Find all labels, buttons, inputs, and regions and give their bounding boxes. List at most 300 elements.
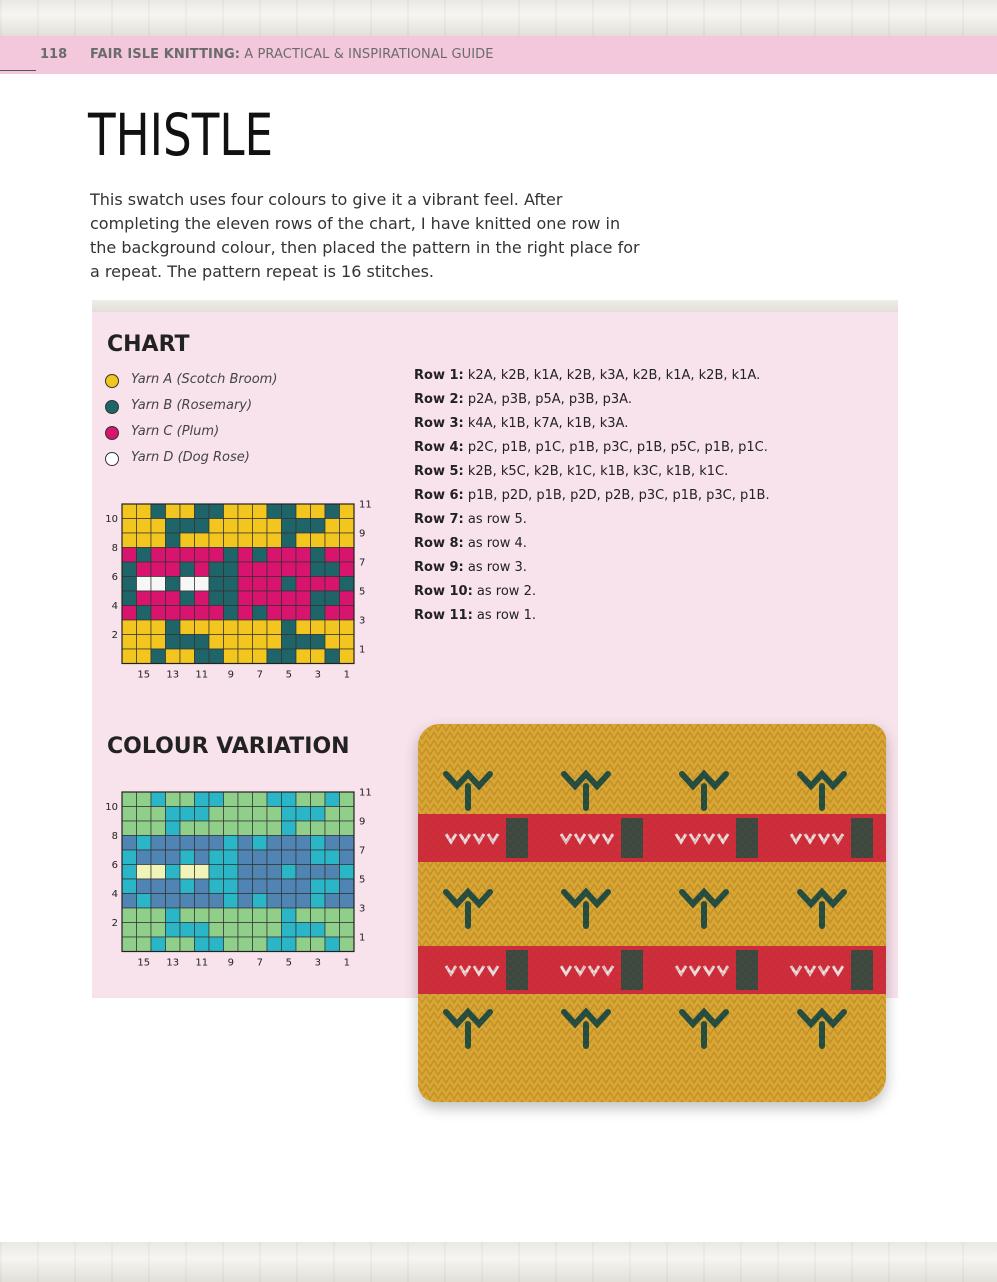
- variation-row-label-left: 6: [111, 859, 118, 871]
- chart-stitch-cell: [224, 504, 239, 519]
- chart-stitch-cell: [267, 562, 282, 577]
- variation-stitch-cell: [340, 865, 355, 880]
- chart-stitch-cell: [122, 562, 137, 577]
- chart-stitch-cell: [224, 591, 239, 606]
- variation-stitch-cell: [311, 836, 326, 851]
- chart-stitch-cell: [282, 504, 297, 519]
- chart-stitch-cell: [122, 606, 137, 621]
- variation-stitch-cell: [224, 894, 239, 909]
- chart-stitch-cell: [137, 562, 152, 577]
- row-label: Row 5:: [414, 464, 464, 479]
- swatch-yarn-b: [105, 400, 119, 414]
- chart-stitch-cell: [180, 635, 195, 650]
- variation-stitch-cell: [166, 792, 181, 807]
- chart-stitch-cell: [282, 606, 297, 621]
- chart-stitch-cell: [267, 591, 282, 606]
- swatch-knit-texture: [418, 724, 886, 1102]
- chart-stitch-cell: [340, 562, 355, 577]
- chart-stitch-cell: [151, 504, 166, 519]
- variation-stitch-cell: [311, 792, 326, 807]
- chart-stitch-cell: [224, 649, 239, 664]
- chart-stitch-cell: [325, 606, 340, 621]
- variation-stitch-cell: [151, 865, 166, 880]
- chart-stitch-cell: [325, 548, 340, 563]
- variation-stitch-cell: [180, 792, 195, 807]
- chart-stitch-cell: [340, 519, 355, 534]
- chart-stitch-cell: [122, 504, 137, 519]
- variation-stitch-cell: [180, 923, 195, 938]
- variation-stitch-cell: [253, 821, 268, 836]
- row-text: as row 4.: [463, 536, 527, 551]
- variation-stitch-cell: [238, 821, 253, 836]
- chart-stitch-cell: [253, 577, 268, 592]
- chart-stitch-cell: [180, 548, 195, 563]
- chart-stitch-cell: [340, 591, 355, 606]
- book-title-rest: A PRACTICAL & INSPIRATIONAL GUIDE: [240, 47, 494, 62]
- variation-stitch-cell: [137, 836, 152, 851]
- variation-stitch-cell: [166, 923, 181, 938]
- variation-stitch-cell: [253, 850, 268, 865]
- chart-stitch-cell: [137, 620, 152, 635]
- row-instruction: [414, 560, 834, 584]
- variation-row-label-left: 10: [105, 801, 118, 813]
- chart-stitch-cell: [296, 519, 311, 534]
- variation-stitch-cell: [340, 792, 355, 807]
- chart-stitch-cell: [340, 649, 355, 664]
- variation-stitch-cell: [325, 923, 340, 938]
- chart-stitch-cell: [137, 504, 152, 519]
- chart-stitch-cell: [253, 548, 268, 563]
- variation-stitch-cell: [122, 807, 137, 822]
- variation-stitch-cell: [238, 807, 253, 822]
- variation-stitch-cell: [340, 894, 355, 909]
- chart-stitch-cell: [296, 620, 311, 635]
- row-text: k4A, k1B, k7A, k1B, k3A.: [463, 416, 629, 431]
- chart-stitch-cell: [224, 620, 239, 635]
- intro-line: the background colour, then placed the pattern in the right place for: [90, 238, 640, 257]
- chart-row-label-right: 7: [359, 557, 366, 569]
- variation-stitch-cell: [137, 879, 152, 894]
- chart-stitch-cell: [253, 504, 268, 519]
- chart-heading: CHART: [107, 332, 190, 357]
- variation-stitch-cell: [224, 879, 239, 894]
- chart-stitch-cell: [267, 649, 282, 664]
- variation-stitch-cell: [253, 865, 268, 880]
- knitted-swatch-illustration: [418, 724, 886, 1102]
- chart-stitch-cell: [340, 577, 355, 592]
- chart-stitch-cell: [151, 591, 166, 606]
- variation-stitch-cell: [195, 807, 210, 822]
- chart-stitch-cell: [253, 635, 268, 650]
- variation-stitch-cell: [166, 865, 181, 880]
- knitting-chart-svg: [100, 500, 380, 680]
- row-instruction: [414, 368, 834, 392]
- variation-stitch-cell: [180, 894, 195, 909]
- variation-stitch-cell: [224, 850, 239, 865]
- variation-stitch-cell: [253, 894, 268, 909]
- chart-row-label-right: 5: [359, 586, 366, 598]
- variation-stitch-cell: [166, 807, 181, 822]
- chart-stitch-cell: [340, 606, 355, 621]
- page-title: THISTLE: [88, 101, 274, 169]
- chart-stitch-cell: [151, 606, 166, 621]
- chart-stitch-cell: [311, 533, 326, 548]
- chart-stitch-cell: [340, 548, 355, 563]
- book-title-bold: FAIR ISLE KNITTING:: [90, 47, 241, 62]
- variation-stitch-cell: [340, 807, 355, 822]
- variation-stitch-cell: [166, 937, 181, 952]
- variation-stitch-cell: [267, 807, 282, 822]
- chart-stitch-cell: [195, 504, 210, 519]
- variation-stitch-cell: [209, 792, 224, 807]
- book-title: [90, 47, 494, 62]
- variation-stitch-cell: [282, 879, 297, 894]
- chart-stitch-cell: [267, 635, 282, 650]
- chart-stitch-cell: [209, 620, 224, 635]
- colour-variation-chart: [100, 788, 380, 968]
- chart-stitch-cell: [311, 548, 326, 563]
- variation-stitch-cell: [122, 937, 137, 952]
- chart-stitch-cell: [195, 606, 210, 621]
- chart-stitch-cell: [209, 519, 224, 534]
- knitting-chart: [100, 500, 380, 680]
- row-instruction: [414, 392, 834, 416]
- chart-stitch-cell: [311, 562, 326, 577]
- variation-stitch-cell: [340, 821, 355, 836]
- variation-stitch-cell: [267, 792, 282, 807]
- chart-stitch-cell: [296, 504, 311, 519]
- chart-stitch-cell: [122, 635, 137, 650]
- variation-stitch-cell: [296, 821, 311, 836]
- variation-stitch-cell: [151, 937, 166, 952]
- variation-stitch-cell: [122, 821, 137, 836]
- variation-stitch-cell: [151, 923, 166, 938]
- variation-stitch-cell: [209, 865, 224, 880]
- variation-stitch-cell: [137, 923, 152, 938]
- chart-stitch-cell: [180, 649, 195, 664]
- variation-stitch-cell: [180, 836, 195, 851]
- variation-stitch-cell: [296, 807, 311, 822]
- chart-stitch-cell: [180, 533, 195, 548]
- variation-stitch-cell: [267, 923, 282, 938]
- row-instruction: [414, 416, 834, 440]
- variation-stitch-cell: [267, 821, 282, 836]
- key-label: Yarn C (Plum): [131, 424, 220, 439]
- chart-stitch-cell: [325, 504, 340, 519]
- chart-stitch-cell: [122, 591, 137, 606]
- variation-stitch-cell: [151, 821, 166, 836]
- variation-row-label-right: 1: [359, 932, 366, 944]
- variation-stitch-cell: [224, 836, 239, 851]
- chart-stitch-cell: [267, 620, 282, 635]
- variation-stitch-cell: [325, 850, 340, 865]
- chart-row-label-right: 3: [359, 615, 366, 627]
- chart-stitch-cell: [238, 635, 253, 650]
- variation-stitch-cell: [224, 923, 239, 938]
- variation-stitch-cell: [325, 908, 340, 923]
- variation-stitch-cell: [296, 879, 311, 894]
- chart-stitch-cell: [180, 504, 195, 519]
- variation-stitch-cell: [340, 908, 355, 923]
- row-label: Row 6:: [414, 488, 464, 503]
- variation-stitch-cell: [238, 923, 253, 938]
- chart-stitch-cell: [209, 635, 224, 650]
- row-label: Row 9:: [414, 560, 464, 575]
- row-instruction: [414, 464, 834, 488]
- variation-stitch-cell: [137, 850, 152, 865]
- variation-row-label-left: 2: [111, 917, 118, 929]
- variation-stitch-cell: [267, 908, 282, 923]
- key-item: [105, 396, 355, 422]
- row-instruction: [414, 536, 834, 560]
- variation-stitch-cell: [195, 865, 210, 880]
- variation-stitch-cell: [209, 908, 224, 923]
- variation-stitch-cell: [122, 908, 137, 923]
- chart-stitch-cell: [325, 562, 340, 577]
- variation-stitch-cell: [166, 836, 181, 851]
- variation-row-label-left: 8: [111, 830, 118, 842]
- variation-stitch-cell: [137, 807, 152, 822]
- variation-stitch-label: 7: [256, 957, 263, 968]
- chart-stitch-cell: [166, 562, 181, 577]
- chart-stitch-cell: [166, 548, 181, 563]
- row-text: k2B, k5C, k2B, k1C, k1B, k3C, k1B, k1C.: [463, 464, 729, 479]
- variation-stitch-cell: [296, 894, 311, 909]
- variation-stitch-cell: [151, 879, 166, 894]
- variation-stitch-cell: [238, 850, 253, 865]
- key-label: Yarn D (Dog Rose): [131, 450, 250, 465]
- variation-stitch-cell: [238, 894, 253, 909]
- header-rule: [0, 70, 36, 71]
- knitted-swatch-photo: [418, 724, 886, 1102]
- chart-stitch-cell: [238, 533, 253, 548]
- variation-stitch-cell: [282, 937, 297, 952]
- variation-stitch-cell: [267, 879, 282, 894]
- chart-stitch-label: 1: [343, 669, 350, 680]
- variation-stitch-cell: [340, 923, 355, 938]
- chart-stitch-cell: [151, 635, 166, 650]
- chart-stitch-cell: [238, 606, 253, 621]
- colour-variation-heading: COLOUR VARIATION: [107, 734, 350, 759]
- chart-row-label-left: 10: [105, 513, 118, 525]
- key-label: Yarn B (Rosemary): [131, 398, 253, 413]
- variation-stitch-cell: [325, 821, 340, 836]
- chart-stitch-cell: [282, 591, 297, 606]
- variation-stitch-cell: [253, 908, 268, 923]
- chart-stitch-cell: [311, 620, 326, 635]
- chart-stitch-cell: [296, 562, 311, 577]
- variation-stitch-cell: [311, 850, 326, 865]
- variation-stitch-cell: [195, 937, 210, 952]
- chart-stitch-cell: [253, 649, 268, 664]
- variation-stitch-cell: [195, 879, 210, 894]
- variation-stitch-cell: [151, 836, 166, 851]
- variation-stitch-cell: [282, 894, 297, 909]
- variation-stitch-cell: [195, 821, 210, 836]
- variation-stitch-cell: [224, 937, 239, 952]
- variation-stitch-label: 13: [166, 957, 180, 968]
- row-label: Row 11:: [414, 608, 473, 623]
- variation-stitch-cell: [137, 821, 152, 836]
- chart-stitch-cell: [137, 533, 152, 548]
- variation-stitch-cell: [296, 908, 311, 923]
- variation-stitch-cell: [325, 937, 340, 952]
- variation-stitch-cell: [325, 865, 340, 880]
- variation-stitch-cell: [195, 923, 210, 938]
- variation-stitch-cell: [296, 923, 311, 938]
- variation-row-label-right: 3: [359, 903, 366, 915]
- variation-stitch-cell: [238, 879, 253, 894]
- key-item: [105, 448, 355, 474]
- chart-row-label-left: 4: [111, 600, 118, 612]
- variation-stitch-label: 15: [137, 957, 151, 968]
- chart-stitch-cell: [296, 548, 311, 563]
- variation-stitch-cell: [253, 879, 268, 894]
- variation-stitch-cell: [209, 937, 224, 952]
- variation-stitch-cell: [122, 894, 137, 909]
- chart-stitch-cell: [282, 635, 297, 650]
- page-number: 118: [40, 47, 68, 62]
- chart-stitch-cell: [224, 606, 239, 621]
- row-instruction: [414, 608, 834, 632]
- chart-stitch-label: 9: [227, 669, 234, 680]
- chart-stitch-cell: [224, 519, 239, 534]
- chart-stitch-cell: [224, 533, 239, 548]
- chart-stitch-cell: [209, 649, 224, 664]
- variation-stitch-cell: [151, 792, 166, 807]
- chart-stitch-cell: [282, 649, 297, 664]
- variation-stitch-cell: [180, 908, 195, 923]
- chart-stitch-cell: [137, 548, 152, 563]
- variation-stitch-cell: [267, 865, 282, 880]
- variation-stitch-cell: [137, 937, 152, 952]
- variation-stitch-cell: [238, 937, 253, 952]
- chart-stitch-cell: [166, 591, 181, 606]
- variation-stitch-cell: [195, 908, 210, 923]
- variation-stitch-cell: [238, 908, 253, 923]
- chart-stitch-cell: [209, 533, 224, 548]
- variation-row-label-right: 9: [359, 816, 366, 828]
- variation-stitch-cell: [209, 894, 224, 909]
- chart-stitch-cell: [195, 519, 210, 534]
- chart-stitch-cell: [166, 577, 181, 592]
- chart-stitch-cell: [137, 577, 152, 592]
- chart-stitch-cell: [224, 635, 239, 650]
- key-item: [105, 422, 355, 448]
- chart-row-label-right: 1: [359, 644, 366, 656]
- variation-stitch-cell: [195, 894, 210, 909]
- chart-stitch-cell: [122, 548, 137, 563]
- chart-stitch-label: 5: [285, 669, 292, 680]
- variation-stitch-cell: [253, 923, 268, 938]
- variation-stitch-cell: [180, 879, 195, 894]
- intro-line: completing the eleven rows of the chart, I have knitted one row in: [90, 214, 621, 233]
- variation-stitch-cell: [282, 836, 297, 851]
- chart-stitch-cell: [180, 577, 195, 592]
- chart-stitch-cell: [340, 620, 355, 635]
- variation-stitch-cell: [238, 865, 253, 880]
- variation-stitch-cell: [267, 850, 282, 865]
- chart-stitch-cell: [195, 562, 210, 577]
- row-text: k2A, k2B, k1A, k2B, k3A, k2B, k1A, k2B, k1A.: [463, 368, 761, 383]
- chart-stitch-cell: [151, 649, 166, 664]
- chart-stitch-cell: [209, 577, 224, 592]
- chart-row-label-left: 8: [111, 542, 118, 554]
- variation-row-label-right: 5: [359, 874, 366, 886]
- chart-stitch-cell: [195, 649, 210, 664]
- row-label: Row 4:: [414, 440, 464, 455]
- chart-stitch-cell: [325, 591, 340, 606]
- chart-stitch-cell: [267, 606, 282, 621]
- row-label: Row 8:: [414, 536, 464, 551]
- chart-stitch-cell: [296, 606, 311, 621]
- chart-stitch-cell: [166, 649, 181, 664]
- key-item: [105, 370, 355, 396]
- variation-stitch-cell: [253, 792, 268, 807]
- variation-row-label-right: 7: [359, 845, 366, 857]
- variation-stitch-cell: [166, 894, 181, 909]
- variation-stitch-cell: [166, 821, 181, 836]
- variation-stitch-cell: [311, 821, 326, 836]
- variation-stitch-cell: [325, 894, 340, 909]
- chart-stitch-cell: [195, 577, 210, 592]
- chart-stitch-cell: [282, 577, 297, 592]
- variation-stitch-cell: [209, 807, 224, 822]
- variation-stitch-cell: [238, 836, 253, 851]
- chart-stitch-label: 11: [195, 669, 209, 680]
- chart-stitch-cell: [282, 562, 297, 577]
- variation-stitch-cell: [224, 865, 239, 880]
- chart-stitch-cell: [267, 519, 282, 534]
- chart-stitch-cell: [224, 577, 239, 592]
- chart-stitch-cell: [325, 649, 340, 664]
- intro-line: a repeat. The pattern repeat is 16 stitches.: [90, 262, 435, 281]
- chart-stitch-cell: [311, 606, 326, 621]
- variation-stitch-cell: [209, 821, 224, 836]
- variation-stitch-cell: [325, 807, 340, 822]
- chart-stitch-cell: [296, 577, 311, 592]
- variation-stitch-cell: [180, 865, 195, 880]
- variation-stitch-label: 11: [195, 957, 209, 968]
- variation-stitch-cell: [311, 865, 326, 880]
- colour-variation-chart-svg: [100, 788, 380, 968]
- variation-stitch-cell: [253, 807, 268, 822]
- chart-stitch-cell: [311, 591, 326, 606]
- chart-stitch-cell: [180, 562, 195, 577]
- row-label: Row 2:: [414, 392, 464, 407]
- chart-stitch-cell: [195, 591, 210, 606]
- variation-stitch-cell: [340, 836, 355, 851]
- wood-background-top: [0, 0, 997, 36]
- variation-stitch-cell: [282, 923, 297, 938]
- variation-stitch-cell: [166, 908, 181, 923]
- variation-stitch-cell: [137, 865, 152, 880]
- chart-stitch-cell: [166, 620, 181, 635]
- variation-stitch-cell: [224, 908, 239, 923]
- variation-stitch-cell: [209, 836, 224, 851]
- chart-stitch-cell: [238, 649, 253, 664]
- variation-stitch-cell: [340, 879, 355, 894]
- chart-stitch-cell: [282, 533, 297, 548]
- variation-stitch-cell: [282, 807, 297, 822]
- chart-stitch-label: 15: [137, 669, 151, 680]
- chart-stitch-cell: [180, 606, 195, 621]
- panel-wood-strip: [92, 300, 898, 312]
- variation-stitch-cell: [180, 937, 195, 952]
- chart-stitch-cell: [166, 533, 181, 548]
- chart-stitch-cell: [122, 519, 137, 534]
- variation-stitch-cell: [209, 923, 224, 938]
